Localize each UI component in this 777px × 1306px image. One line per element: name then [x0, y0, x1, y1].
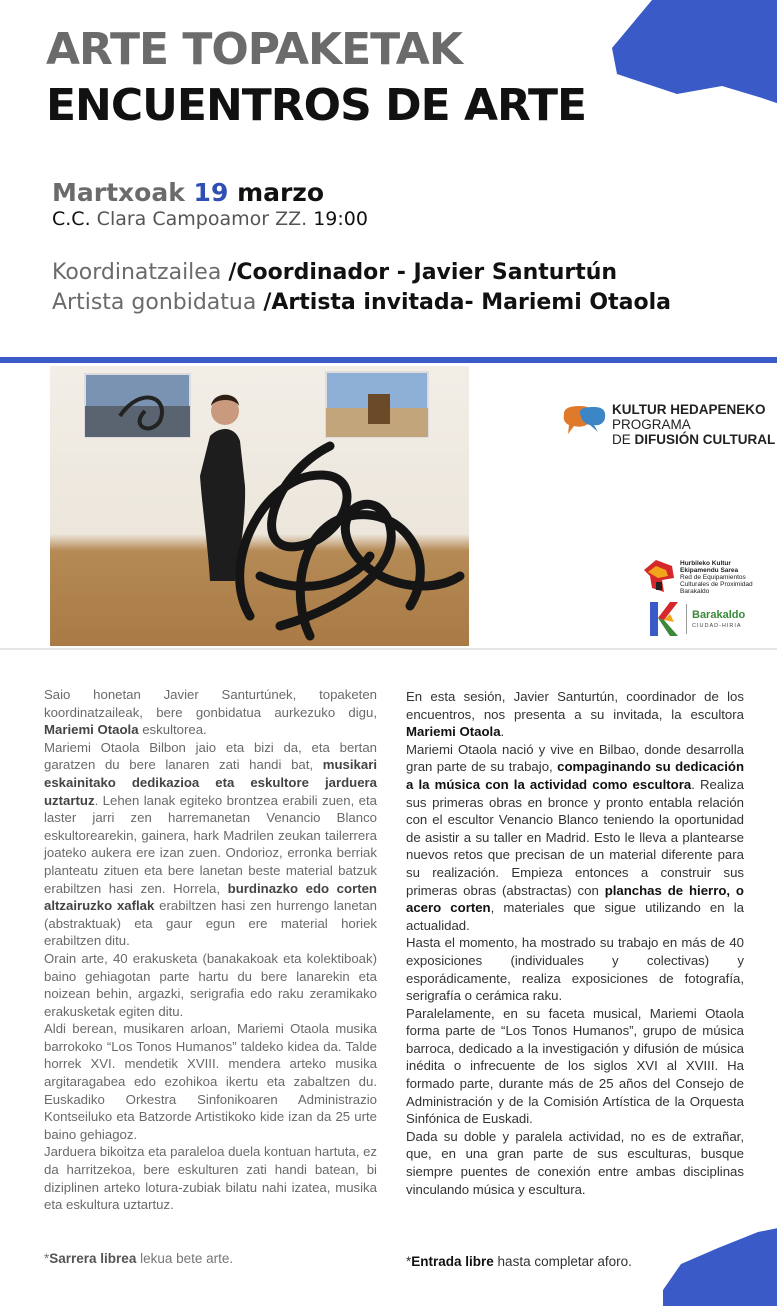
artist-spanish: /Artista invitada- Mariemi Otaola [263, 290, 671, 315]
hurbil-line3: Red de Equipamientos [680, 574, 746, 581]
artist-name-bold: Mariemi Otaola [406, 724, 501, 740]
event-day: 19 [193, 178, 229, 207]
spanish-paragraph: Paralelamente, en su faceta musical, Mariemi Otaola forma parte de “Los Tonos Humanos”, grupo de música barroca, dedicado a la investigación y difusión de música inédita o infrecuente de los siglos XVI al XVIII. Ha formado parte, durante más de 25 años del Consejo de Administración y de la Comisión Artística de la Orquesta Sinfónica de Euskadi. [406, 1005, 744, 1127]
event-place [52, 208, 368, 230]
basque-description [44, 686, 377, 1214]
spanish-paragraph [406, 688, 744, 741]
basque-paragraph: Jarduera bikoitza eta paraleloa duela kontuan hartuta, ez da harritzekoa, bere eskulturen zati handi batean, bi diziplinen arteko lotura-zubiak bilatu nahi izatea, musika eta eskultura uztartuz. [44, 1144, 377, 1213]
text-run: . Lehen lanak egiteko brontzea erabili zuen, eta laster jarri zen harremanetan Venancio Blanco eskultorearekin, gainera, hark Madrilen zeukan tailerrera joateko aukera ere izan zuen. Ondorioz, erronka berriak planteatu zituen eta bere lanetan beste material batzuk erabiltzen hasi zen. Horrela, [44, 792, 377, 896]
highlight-bold: compaginando su dedicación a la música con la actividad como escultora [406, 759, 744, 792]
text-run: Mariemi Otaola nació y vive en Bilbao, donde desarrolla gran parte de su trabajo, [406, 741, 744, 775]
place-prefix: C.C. [52, 208, 91, 230]
month-spanish: marzo [237, 178, 325, 207]
text-run: . [500, 724, 505, 740]
content-divider [0, 648, 777, 650]
place-name: Clara Campoamor ZZ. [96, 208, 308, 230]
text-run: eskultorea. [138, 722, 207, 738]
hurbileko-kultur-logo [642, 558, 762, 598]
decorative-blue-shape-top [602, 0, 777, 115]
kultur-hedapeneko-logo [560, 402, 776, 452]
month-basque: Martxoak [52, 178, 185, 207]
spanish-paragraph: Dada su doble y paralela actividad, no es de extrañar, que, en una gran parte de sus esculturas, busque siempre puentes de conexión entre ambas disciplinas vinculando música y escultura. [406, 1128, 744, 1197]
coordinator-spanish: /Coordinador - Javier Santurtún [228, 260, 618, 285]
k-letter-icon [648, 600, 688, 638]
speech-bubbles-icon [560, 404, 608, 448]
kultur-line2: PROGRAMA [612, 417, 691, 432]
spanish-description [406, 688, 744, 1198]
steel-sculpture [240, 446, 460, 636]
basque-paragraph: Aldi berean, musikaren arloan, Mariemi Otaola musika barrokoko “Los Tonos Humanos” taldeko kidea da. Talde horrek XVI. mendetik XVIII. mendera arteko musika argitaragabea edo ezohikoa ikertu eta zabaltzen du. Euskadiko Orkestra Sinfonikoaren Administrazio Kontseiluko eta Batzorde Artistikoko kide izan da 25 urte baino gehiagoz. [44, 1021, 377, 1142]
artist-line [52, 290, 671, 315]
highlight-bold: musikari eskainitako dedikazioa eta eskultore jarduera uztartuz [44, 757, 377, 808]
text-run: Saio honetan Javier Santurtúnek, topaketen koordinatzaileak, bere gonbidatua aurkezuko digu, [44, 687, 377, 720]
header-divider [0, 357, 777, 363]
barakaldo-name: Barakaldo [692, 609, 746, 621]
basque-paragraph [44, 686, 377, 739]
house-icon [642, 558, 676, 594]
decorative-blue-shape-bottom [663, 1226, 777, 1306]
free-entry-basque [44, 1251, 233, 1266]
text-run: Mariemi Otaola Bilbon jaio eta bizi da, eta bertan garatzen du bere lanaren zati handi bat, [44, 739, 377, 773]
text-run: , materiales que sigue utilizando en la actualidad. [406, 900, 744, 933]
free-entry-spanish [406, 1254, 632, 1269]
hurbil-line4: Culturales de Proximidad [680, 581, 753, 588]
kultur-line3b: DIFUSIÓN CULTURAL [634, 432, 776, 447]
hurbil-line5: Barakaldo [680, 588, 710, 595]
title-spanish: ENCUENTROS DE ARTE [46, 80, 587, 131]
highlight-bold: burdinazko edo corten altzairuzko xaflak [44, 880, 377, 914]
basque-paragraph [44, 739, 377, 950]
event-time: 19:00 [313, 208, 368, 230]
highlight-bold: planchas de hierro, o acero corten [406, 882, 744, 916]
kultur-line3a: DE [612, 432, 635, 447]
event-date [52, 178, 324, 207]
title-basque: ARTE TOPAKETAK [46, 24, 462, 75]
free-entry-bold: Entrada libre [411, 1254, 494, 1269]
hurbil-line1: Hurbileko Kultur [680, 560, 731, 567]
text-run: hasta completar aforo. [493, 1254, 632, 1269]
kultur-line1: KULTUR HEDAPENEKO [612, 402, 766, 417]
asterisk: * [44, 1251, 50, 1266]
text-run: lekua bete arte. [136, 1251, 234, 1266]
artist-photo [50, 366, 469, 646]
spanish-paragraph [406, 741, 744, 935]
text-run: erabiltzen hasi zen hurrengo lanetan (abstraktuak) eta gaur egun ere material horiek erabiltzen ditu. [44, 898, 377, 949]
barakaldo-subtitle: CIUDAD-HIRIA [692, 623, 742, 629]
basque-paragraph: Orain arte, 40 erakusketa (banakakoak eta kolektiboak) baino gehiagotan parte hartu du bere lanarekin eta noizean behin, argazki, serigrafia edo raku zeramikako erakusketak egiten ditu. [44, 950, 377, 1019]
artist-name-bold: Mariemi Otaola [44, 722, 139, 738]
text-run: . Realiza sus primeras obras en bronce y pronto entabla relación con el escultor Venancio Blanco teniendo la oportunidad de asistir a su taller en Madrid. Esto le lleva a plantearse nuevos retos que precisan de un material diferente para su realización. Empieza entonces a construir sus primeras obras (abstractas) con [406, 776, 744, 898]
hurbil-line2: Ekipamendu Sarea [680, 567, 739, 574]
coordinator-line [52, 260, 617, 285]
asterisk: * [406, 1254, 412, 1269]
barakaldo-logo [648, 600, 763, 638]
artist-basque: Artista gonbidatua [52, 290, 257, 315]
coordinator-basque: Koordinatzailea [52, 260, 222, 285]
text-run: En esta sesión, Javier Santurtún, coordinador de los encuentros, nos presenta a su invitada, la escultora [406, 689, 744, 722]
spanish-paragraph: Hasta el momento, ha mostrado su trabajo en más de 40 exposiciones (individuales y colectivas) y esporádicamente, realiza exposiciones de fotografía, serigrafía o cerámica raku. [406, 935, 744, 1004]
free-entry-bold: Sarrera librea [49, 1251, 137, 1266]
